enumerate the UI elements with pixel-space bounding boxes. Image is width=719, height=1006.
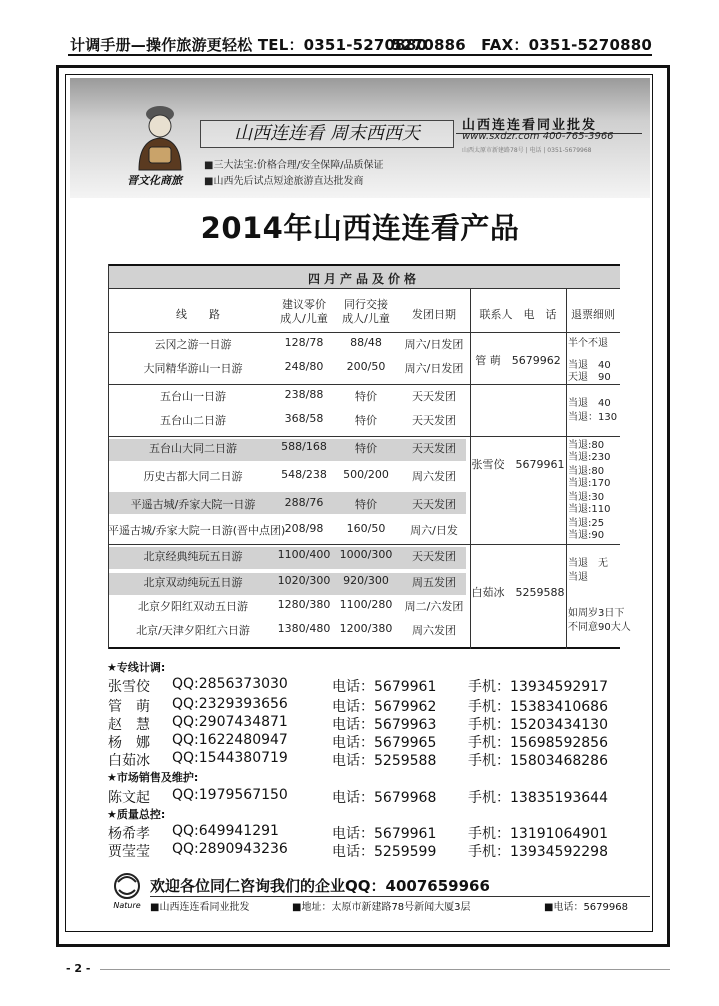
row-6-retail: 548/238	[281, 468, 327, 481]
refund-note: 半个不退	[568, 338, 608, 349]
page-rule	[100, 969, 670, 970]
contact-qq: QQ:2329393656	[172, 696, 288, 712]
row-1-peer: 88/48	[350, 336, 382, 349]
refund-note: 当退 40	[568, 398, 611, 409]
contact-mobile: 手机：15203434130	[468, 717, 608, 733]
row-7-retail: 288/76	[284, 496, 324, 509]
row-2-retail: 248/80	[284, 360, 324, 373]
refund-note: 当退:170	[568, 478, 611, 489]
row-6-depart: 周六发团	[412, 470, 456, 483]
row-8-route: 平遥古城/乔家大院一日游(晋中点团)	[108, 524, 286, 537]
contact-name: 杨 娜	[108, 735, 150, 751]
row-1-depart: 周六/日发团	[404, 338, 464, 351]
refund-note: 当退:25	[568, 518, 605, 529]
refund-note: 当退:110	[568, 504, 611, 515]
contact-name: 杨希孝	[108, 826, 150, 842]
row-4-retail: 368/58	[284, 412, 324, 425]
contact-phone: 电话：5259588	[332, 753, 437, 769]
page-title: 2014年山西连连看产品	[200, 211, 520, 245]
section-title-dispatch: ★专线计调:	[107, 661, 166, 674]
row-2-route: 大同精华游山一日游	[143, 362, 243, 375]
footer-phone: ■电话：5679968	[544, 902, 628, 913]
row-4-route: 五台山二日游	[160, 414, 226, 427]
contact-mobile: 手机：15383410686	[468, 699, 608, 715]
row-6-route: 历史古都大同二日游	[143, 470, 243, 483]
table-rule	[566, 288, 567, 649]
contact-name: 白茹冰	[108, 753, 150, 769]
contact-phone: 电话：5679968	[332, 790, 437, 806]
contact-name: 张雪佼	[108, 679, 150, 695]
table-rule	[108, 264, 620, 266]
row-1-retail: 128/78	[284, 336, 324, 349]
contact-phone: 电话：5679961	[332, 826, 437, 842]
row-3-peer: 特价	[355, 390, 377, 403]
contact-mobile: 手机：13835193644	[468, 790, 608, 806]
contact-phone: 电话：5679962	[332, 699, 437, 715]
page-number: - 2 -	[66, 962, 91, 975]
contact-mobile: 手机：13934592298	[468, 844, 608, 860]
contact-2: 张雪佼 5679961	[471, 458, 565, 471]
row-8-peer: 160/50	[346, 522, 386, 535]
refund-note: 当退 40	[568, 360, 611, 371]
row-12-peer: 1200/380	[339, 622, 393, 635]
row-6-peer: 500/200	[343, 468, 389, 481]
row-11-depart: 周二/六发团	[404, 600, 464, 613]
contact-qq: QQ:1622480947	[172, 732, 288, 748]
footer-rule	[150, 896, 650, 897]
row-3-route: 五台山一日游	[160, 390, 226, 403]
table-rule	[108, 436, 620, 437]
row-11-route: 北京夕阳红双动五日游	[138, 600, 248, 613]
contact-qq: QQ:649941291	[172, 823, 279, 839]
row-7-depart: 天天发团	[412, 498, 456, 511]
refund-note: 当退:230	[568, 452, 611, 463]
slogan: 山西连连看 周末西西天	[200, 120, 454, 148]
refund-note: 当退 无	[568, 558, 608, 569]
row-3-retail: 238/88	[284, 388, 324, 401]
footer-company: ■山西连连看同业批发	[150, 902, 250, 913]
bullet-2: ■山西先后试点短途旅游直达批发商	[204, 176, 364, 187]
contact-1: 管 萌 5679962	[475, 354, 561, 367]
col-retail-header: 建议零价 成人/儿童	[280, 298, 328, 325]
table-rule	[108, 332, 620, 333]
col-contact-header: 联系人 电 话	[479, 308, 557, 321]
row-5-peer: 特价	[355, 442, 377, 455]
refund-note: 当退：130	[568, 412, 618, 423]
company-website: www.sxdzr.com 400-765-3966	[462, 131, 614, 142]
refund-note: 天退 90	[568, 372, 611, 383]
table-caption: 四月产品及价格	[307, 272, 420, 286]
row-7-route: 平遥古城/乔家大院一日游	[130, 498, 256, 511]
table-rule	[108, 288, 620, 289]
row-4-depart: 天天发团	[412, 414, 456, 427]
section-title-quality: ★质量总控:	[107, 808, 166, 821]
table-rule	[108, 647, 620, 649]
refund-note: 当退:30	[568, 492, 605, 503]
contact-phone: 电话：5679961	[332, 679, 437, 695]
section-title-sales: ★市场销售及维护:	[107, 771, 199, 784]
contact-qq: QQ:2856373030	[172, 676, 288, 692]
nature-logo-icon	[104, 868, 150, 914]
top-header-right: 5270886 FAX：0351-5270880	[391, 36, 652, 54]
row-2-depart: 周六/日发团	[404, 362, 464, 375]
table-rule	[108, 264, 109, 649]
row-10-route: 北京双动纯玩五日游	[143, 576, 243, 589]
row-12-retail: 1380/480	[277, 622, 331, 635]
refund-note: 如周岁3日下	[568, 608, 625, 619]
row-10-depart: 周五发团	[412, 576, 456, 589]
top-rule	[68, 54, 652, 56]
contact-mobile: 手机：15698592856	[468, 735, 608, 751]
table-rule	[108, 384, 620, 385]
contact-name: 赵 慧	[108, 717, 150, 733]
row-9-route: 北京经典纯玩五日游	[143, 550, 243, 563]
welcome-line: 欢迎各位同仁咨询我们的企业QQ：4007659966	[150, 877, 490, 895]
col-peer-header: 同行交接 成人/儿童	[342, 298, 390, 325]
logo-text: 晋文化商旅	[127, 174, 182, 187]
col-depart-header: 发团日期	[412, 308, 456, 321]
refund-note: 当退:90	[568, 530, 605, 541]
top-header-left: 计调手册—操作旅游更轻松 TEL：0351-5270880	[70, 36, 428, 54]
contact-phone: 电话：5679965	[332, 735, 437, 751]
row-9-peer: 1000/300	[339, 548, 393, 561]
company-name: 山西连连看同业批发	[462, 118, 598, 133]
contact-qq: QQ:1544380719	[172, 750, 288, 766]
contact-name: 陈文起	[108, 790, 150, 806]
row-3-depart: 天天发团	[412, 390, 456, 403]
contact-name: 管 萌	[108, 699, 150, 715]
row-5-retail: 588/168	[281, 440, 327, 453]
row-11-retail: 1280/380	[277, 598, 331, 611]
company-address: 山西太原市新建路78号 | 电话 | 0351-5679968	[462, 147, 592, 154]
row-5-route: 五台山大同二日游	[149, 442, 237, 455]
contact-phone: 电话：5679963	[332, 717, 437, 733]
table-rule	[108, 544, 620, 545]
row-9-depart: 天天发团	[412, 550, 456, 563]
refund-note: 当退:80	[568, 466, 605, 477]
bullet-1: ■三大法宝:价格合理/安全保障/品质保证	[204, 160, 384, 171]
contact-name: 贾莹莹	[108, 844, 150, 860]
row-8-depart: 周六/日发	[410, 524, 458, 537]
contact-phone: 电话：5259599	[332, 844, 437, 860]
row-9-retail: 1100/400	[277, 548, 331, 561]
row-12-route: 北京/天津夕阳红六日游	[136, 624, 250, 637]
col-refund-header: 退票细则	[571, 308, 615, 321]
refund-note: 当退	[568, 572, 588, 583]
footer-address: ■地址：太原市新建路78号新闻大厦3层	[292, 902, 471, 913]
price-table	[108, 264, 631, 649]
contact-mobile: 手机：13191064901	[468, 826, 608, 842]
col-route-header: 线 路	[176, 308, 220, 321]
row-11-peer: 1100/280	[339, 598, 393, 611]
top-header	[70, 34, 652, 55]
row-5-depart: 天天发团	[412, 442, 456, 455]
refund-note: 不同意90大人	[568, 622, 631, 633]
row-10-peer: 920/300	[343, 574, 389, 587]
row-10-retail: 1020/300	[277, 574, 331, 587]
contact-qq: QQ:2890943236	[172, 841, 288, 857]
row-2-peer: 200/50	[346, 360, 386, 373]
row-8-retail: 208/98	[284, 522, 324, 535]
row-12-depart: 周六发团	[412, 624, 456, 637]
contact-mobile: 手机：15803468286	[468, 753, 608, 769]
brand-label: Nature	[113, 901, 141, 910]
refund-note: 当退:80	[568, 440, 605, 451]
contact-qq: QQ:2907434871	[172, 714, 288, 730]
contact-qq: QQ:1979567150	[172, 787, 288, 803]
row-4-peer: 特价	[355, 414, 377, 427]
row-1-route: 云冈之游一日游	[154, 338, 232, 351]
contact-mobile: 手机：13934592917	[468, 679, 608, 695]
row-7-peer: 特价	[355, 498, 377, 511]
contact-3: 白茹冰 5259588	[471, 586, 565, 599]
